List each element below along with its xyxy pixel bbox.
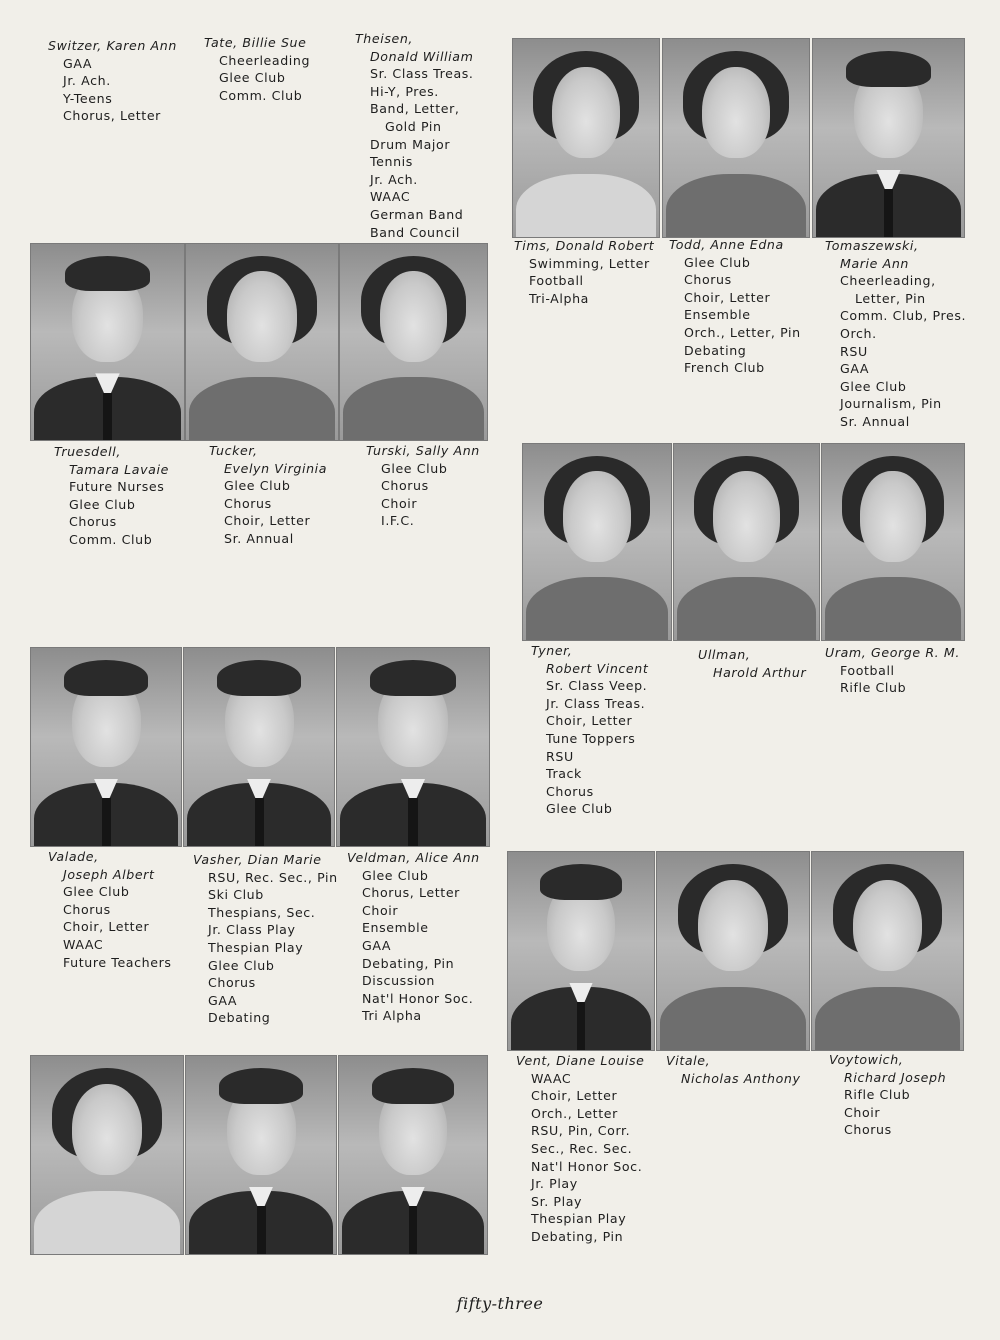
- activity-item: Rifle Club: [840, 680, 907, 696]
- activity-item: Glee Club: [381, 460, 448, 476]
- activity-item: Chorus: [224, 495, 272, 511]
- activity-item: French Club: [684, 360, 765, 376]
- activity-item: Chorus: [381, 478, 429, 494]
- activity-item: Chorus: [844, 1122, 892, 1138]
- activity-item: I.F.C.: [381, 513, 415, 529]
- student-name-cont: Evelyn Virginia: [224, 460, 328, 476]
- activity-item: Jr. Ach.: [370, 171, 418, 187]
- activity-item: GAA: [208, 992, 238, 1008]
- activity-item: Glee Club: [362, 867, 429, 883]
- activity-item: Band Council: [370, 224, 460, 240]
- activity-item: Choir, Letter: [684, 289, 771, 305]
- student-entry: [366, 442, 480, 530]
- activity-item: Chorus: [684, 272, 732, 288]
- activity-item: Comm. Club: [69, 531, 153, 547]
- activity-item: Comm. Club: [219, 87, 303, 103]
- activity-item: Band, Letter,: [370, 101, 460, 117]
- student-name: Vasher, Dian Marie: [193, 852, 322, 867]
- student-name: Veldman, Alice Ann: [347, 850, 480, 865]
- student-name: Tucker,: [209, 443, 258, 458]
- portrait-photo: [30, 647, 182, 847]
- activity-item: Jr. Class Treas.: [546, 695, 646, 711]
- activity-item: Thespian Play: [531, 1211, 627, 1227]
- activity-item: Chorus: [69, 514, 117, 530]
- activity-item: Sr. Annual: [224, 530, 294, 546]
- portrait-photo: [673, 443, 820, 641]
- student-entry: [531, 642, 648, 818]
- student-entry: [209, 442, 327, 548]
- student-entry: [825, 644, 960, 697]
- activity-item: Journalism, Pin: [840, 396, 942, 412]
- activity-item: Ski Club: [208, 887, 264, 903]
- student-entry: [54, 443, 169, 549]
- activity-item: Tennis: [370, 154, 413, 170]
- student-name-cont: Robert Vincent: [546, 660, 649, 676]
- student-name: Tomaszewski,: [825, 238, 919, 253]
- activity-item: Comm. Club, Pres.: [840, 308, 967, 324]
- activity-item: Chorus: [63, 901, 111, 917]
- student-name-cont: Joseph Albert: [63, 866, 155, 882]
- student-entry: [193, 851, 338, 1027]
- activity-item: Sr. Play: [531, 1193, 583, 1209]
- activity-item: Football: [529, 273, 584, 289]
- portrait-photo: [30, 1055, 184, 1255]
- portrait-photo: [338, 1055, 488, 1255]
- activity-item: Tri Alpha: [362, 1008, 422, 1024]
- activity-item: Sr. Class Veep.: [546, 678, 648, 694]
- student-entry: [355, 30, 474, 241]
- activity-item: Orch., Letter, Pin: [684, 324, 801, 340]
- activity-item: Tri-Alpha: [529, 290, 589, 306]
- activity-item: Chorus: [208, 975, 256, 991]
- portrait-photo: [336, 647, 490, 847]
- activity-item: RSU, Pin, Corr.: [531, 1123, 631, 1139]
- activity-item: Choir: [362, 902, 399, 918]
- student-name: Voytowich,: [829, 1052, 904, 1067]
- student-entry: [516, 1052, 645, 1246]
- portrait-photo: [339, 243, 488, 441]
- activity-item: Sec., Rec. Sec.: [531, 1140, 633, 1156]
- activity-item: Choir, Letter: [531, 1088, 618, 1104]
- activity-item: Thespians, Sec.: [208, 904, 316, 920]
- activity-item: WAAC: [63, 936, 104, 952]
- activity-item: Glee Club: [546, 801, 613, 817]
- portrait-photo: [656, 851, 810, 1051]
- activity-item: Glee Club: [219, 70, 286, 86]
- portrait-photo: [183, 647, 335, 847]
- activity-item: Jr. Ach.: [63, 73, 111, 89]
- activity-item: Gold Pin: [385, 118, 442, 134]
- activity-item: Glee Club: [224, 478, 291, 494]
- portrait-photo: [662, 38, 810, 238]
- student-name: Ullman,: [698, 647, 751, 662]
- student-entry: [669, 236, 801, 377]
- activity-item: Chorus, Letter: [63, 108, 161, 124]
- activity-item: RSU: [546, 748, 574, 764]
- portrait-photo: [512, 38, 660, 238]
- portrait-photo: [30, 243, 185, 441]
- activity-item: Choir: [381, 495, 418, 511]
- activity-item: Debating: [208, 1010, 271, 1026]
- activity-item: Hi-Y, Pres.: [370, 83, 439, 99]
- student-entry: [48, 37, 177, 125]
- activity-item: Ensemble: [362, 920, 429, 936]
- activity-item: Debating: [684, 342, 747, 358]
- activity-item: Future Nurses: [69, 479, 165, 495]
- student-entry: [829, 1051, 946, 1139]
- student-entry: [666, 1052, 801, 1087]
- activity-item: Chorus: [546, 783, 594, 799]
- portrait-photo: [812, 38, 965, 238]
- activity-item: Drum Major: [370, 136, 451, 152]
- student-entry: [825, 237, 966, 431]
- activity-item: Choir, Letter: [546, 713, 633, 729]
- student-name: Theisen,: [355, 31, 414, 46]
- activity-item: Future Teachers: [63, 954, 172, 970]
- activity-item: Letter, Pin: [855, 290, 926, 306]
- portrait-photo: [507, 851, 655, 1051]
- student-name: Uram, George R. M.: [825, 645, 960, 660]
- activity-item: GAA: [63, 55, 93, 71]
- student-name-cont: Richard Joseph: [844, 1069, 947, 1085]
- student-entry: [698, 646, 806, 681]
- student-entry: [347, 849, 480, 1025]
- activity-item: GAA: [362, 937, 392, 953]
- activity-item: Glee Club: [840, 378, 907, 394]
- student-name: Tims, Donald Robert: [514, 238, 655, 253]
- activity-item: Football: [840, 662, 895, 678]
- activity-item: Choir: [844, 1104, 881, 1120]
- activity-item: Debating, Pin: [531, 1228, 624, 1244]
- activity-item: RSU, Rec. Sec., Pin: [208, 869, 338, 885]
- student-name: Vent, Diane Louise: [516, 1053, 645, 1068]
- activity-item: Cheerleading,: [840, 273, 936, 289]
- activity-item: Track: [546, 766, 582, 782]
- activity-item: Sr. Class Treas.: [370, 66, 474, 82]
- portrait-photo: [185, 243, 339, 441]
- portrait-photo: [821, 443, 965, 641]
- activity-item: Tune Toppers: [546, 730, 636, 746]
- student-entry: [204, 34, 310, 104]
- activity-item: Nat'l Honor Soc.: [362, 990, 474, 1006]
- activity-item: Glee Club: [208, 957, 275, 973]
- portrait-photo: [185, 1055, 337, 1255]
- student-name-cont: Nicholas Anthony: [681, 1070, 801, 1086]
- student-name: Truesdell,: [54, 444, 121, 459]
- activity-item: GAA: [840, 361, 870, 377]
- activity-item: Thespian Play: [208, 939, 304, 955]
- student-name-cont: Harold Arthur: [713, 664, 807, 680]
- activity-item: WAAC: [531, 1070, 572, 1086]
- activity-item: Y-Teens: [63, 90, 113, 106]
- activity-item: Nat'l Honor Soc.: [531, 1158, 643, 1174]
- activity-item: Jr. Play: [531, 1176, 578, 1192]
- activity-item: Chorus, Letter: [362, 885, 460, 901]
- page-number: fifty-three: [456, 1294, 544, 1313]
- student-name: Vitale,: [666, 1053, 711, 1068]
- activity-item: Jr. Class Play: [208, 922, 296, 938]
- activity-item: Glee Club: [684, 254, 751, 270]
- activity-item: WAAC: [370, 189, 411, 205]
- activity-item: Swimming, Letter: [529, 255, 650, 271]
- student-name: Tyner,: [531, 643, 573, 658]
- activity-item: Sr. Annual: [840, 413, 910, 429]
- student-name-cont: Tamara Lavaie: [69, 461, 169, 477]
- activity-item: German Band: [370, 206, 464, 222]
- student-entry: [48, 848, 172, 971]
- student-name: Switzer, Karen Ann: [48, 38, 177, 53]
- activity-item: Ensemble: [684, 307, 751, 323]
- portrait-photo: [522, 443, 672, 641]
- activity-item: Choir, Letter: [224, 513, 311, 529]
- student-entry: [514, 237, 654, 307]
- activity-item: Debating, Pin: [362, 955, 455, 971]
- activity-item: RSU: [840, 343, 868, 359]
- student-name: Turski, Sally Ann: [366, 443, 480, 458]
- activity-item: Glee Club: [63, 884, 130, 900]
- activity-item: Rifle Club: [844, 1087, 911, 1103]
- student-name-cont: Marie Ann: [840, 255, 909, 271]
- activity-item: Glee Club: [69, 496, 136, 512]
- activity-item: Cheerleading: [219, 52, 311, 68]
- activity-item: Choir, Letter: [63, 919, 150, 935]
- student-name: Valade,: [48, 849, 99, 864]
- activity-item: Orch.: [840, 325, 877, 341]
- student-name: Todd, Anne Edna: [669, 237, 784, 252]
- student-name-cont: Donald William: [370, 48, 474, 64]
- portrait-photo: [811, 851, 964, 1051]
- student-name: Tate, Billie Sue: [204, 35, 307, 50]
- activity-item: Orch., Letter: [531, 1105, 618, 1121]
- activity-item: Discussion: [362, 973, 435, 989]
